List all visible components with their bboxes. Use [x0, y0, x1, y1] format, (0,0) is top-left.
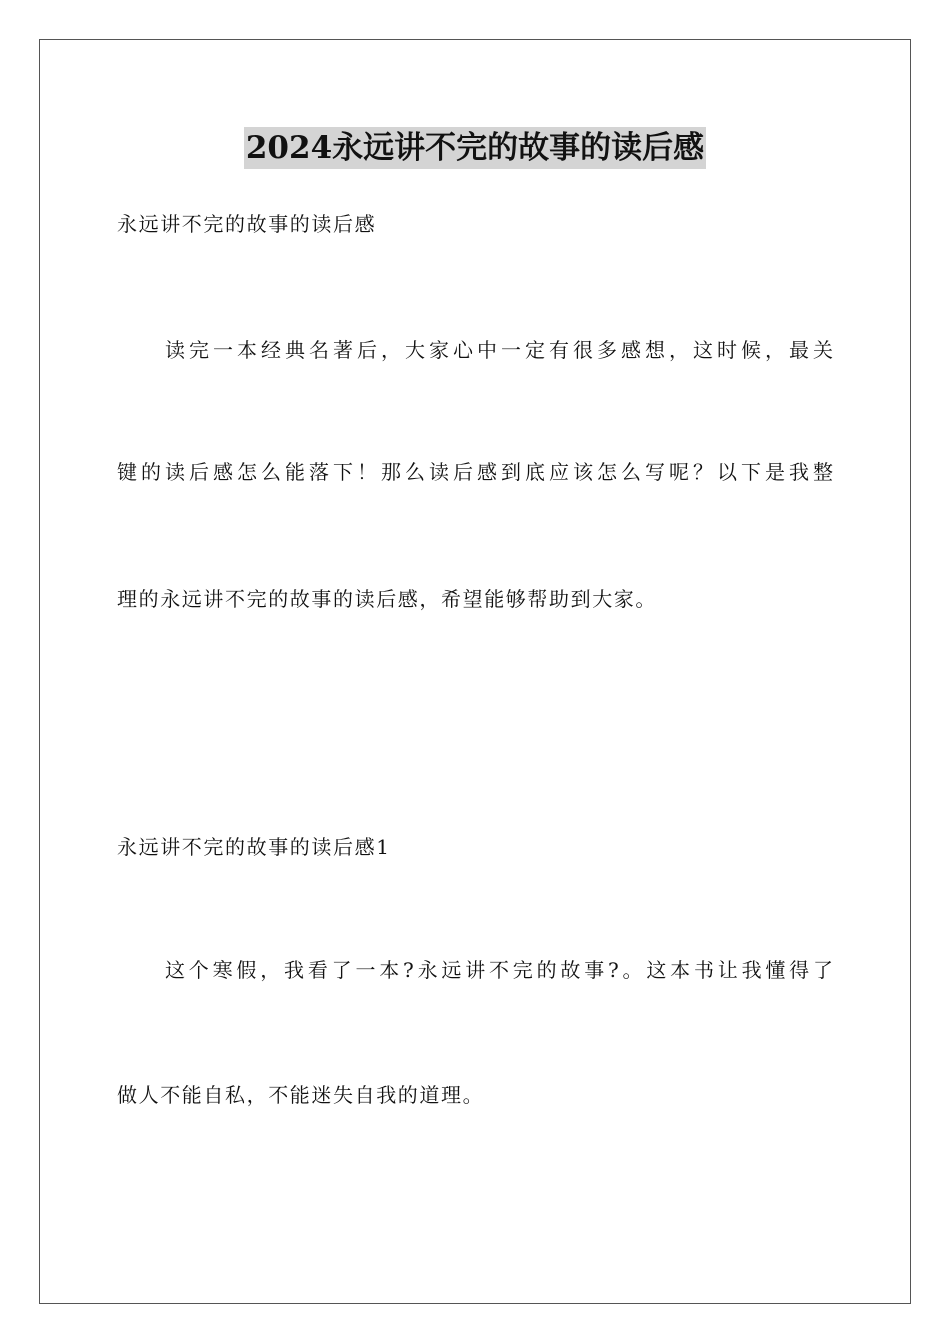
section-heading: 永远讲不完的故事的读后感1 — [117, 835, 391, 859]
document-title: 2024永远讲不完的故事的读后感 — [244, 127, 706, 169]
document-subtitle: 永远讲不完的故事的读后感 — [117, 212, 377, 236]
intro-line-1: 读完一本经典名著后，大家心中一定有很多感想，这时候，最关 — [165, 338, 833, 362]
title-container — [0, 127, 950, 169]
intro-line-2: 键的读后感怎么能落下！那么读后感到底应该怎么写呢？以下是我整 — [117, 460, 833, 484]
intro-line-3: 理的永远讲不完的故事的读后感，希望能够帮助到大家。 — [117, 587, 657, 611]
section-line-1: 这个寒假，我看了一本?永远讲不完的故事?。这本书让我懂得了 — [165, 958, 833, 982]
section-line-2: 做人不能自私，不能迷失自我的道理。 — [117, 1083, 485, 1107]
